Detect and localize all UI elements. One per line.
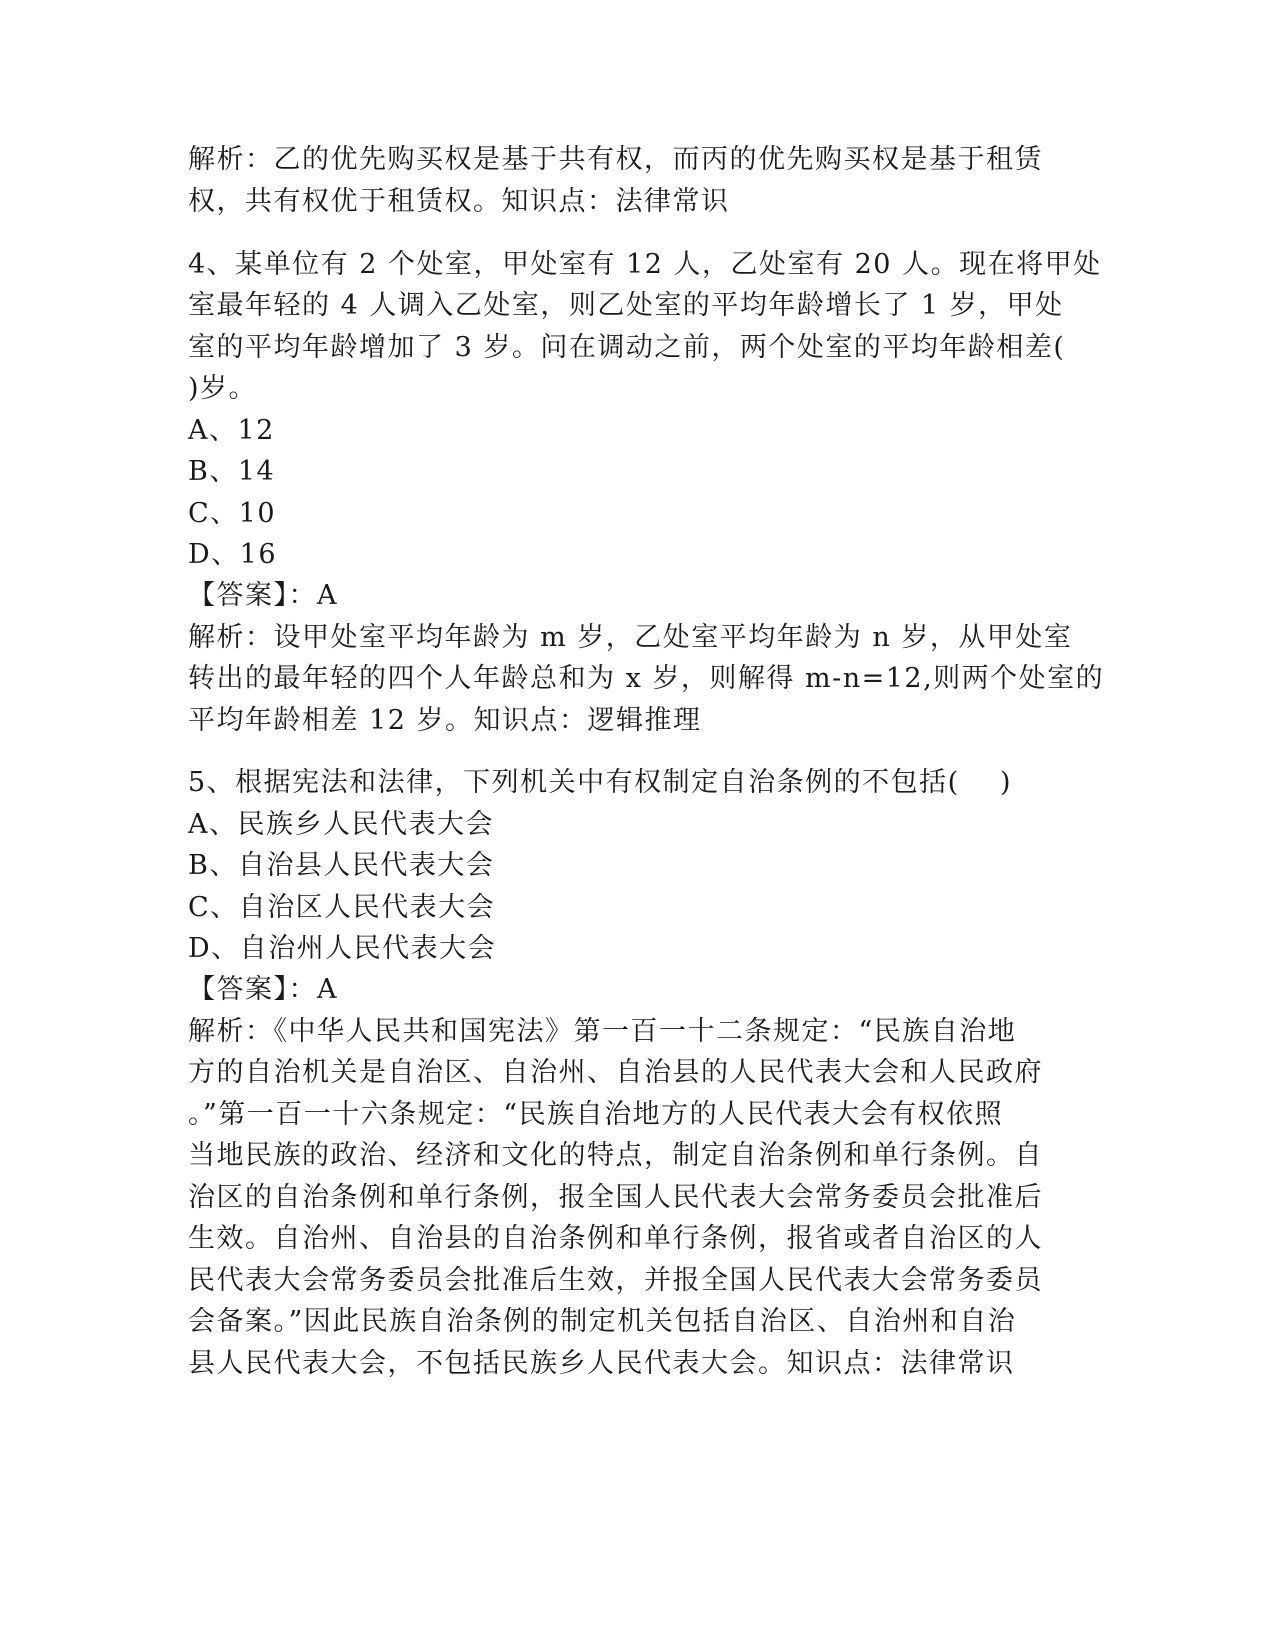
q5-analysis-line: 生效。自治州、自治县的自治条例和单行条例，报省或者自治区的人 [188, 1223, 1043, 1254]
q4-question-line: 室的平均年龄增加了 3 岁。问在调动之前，两个处室的平均年龄相差( [188, 332, 1066, 363]
q5-analysis-line: 方的自治机关是自治区、自治州、自治县的人民代表大会和人民政府 [188, 1057, 1043, 1088]
q3-analysis-line: 权，共有权优于租赁权。知识点：法律常识 [188, 186, 730, 217]
q5-option-d: D、自治州人民代表大会 [188, 933, 497, 964]
q4-option-a: A、12 [188, 415, 275, 446]
q4-question-line: )岁。 [188, 373, 258, 404]
q4-option-d: D、16 [188, 539, 278, 570]
q5-option-c: C、自治区人民代表大会 [188, 892, 496, 923]
q4-analysis-line: 平均年龄相差 12 岁。知识点：逻辑推理 [188, 705, 702, 736]
q4-answer: 【答案】：A [188, 580, 338, 611]
q5-analysis-line: 解析：《中华人民共和国宪法》第一百一十二条规定：“民族自治地 [188, 1016, 1017, 1047]
q3-analysis-line: 解析：乙的优先购买权是基于共有权，而丙的优先购买权是基于租赁 [188, 144, 1043, 175]
q5-analysis-line: 民代表大会常务委员会批准后生效，并报全国人民代表大会常务委员 [188, 1265, 1043, 1296]
q5-answer: 【答案】：A [188, 974, 338, 1005]
q4-option-c: C、10 [188, 498, 277, 529]
q5-analysis-line: 治区的自治条例和单行条例，报全国人民代表大会常务委员会批准后 [188, 1182, 1043, 1213]
q4-option-b: B、14 [188, 456, 276, 487]
q5-analysis-line: 当地民族的政治、经济和文化的特点，制定自治条例和单行条例。自 [188, 1140, 1043, 1171]
q4-analysis-line: 转出的最年轻的四个人年龄总和为 x 岁，则解得 m-n=12,则两个处室的 [188, 663, 1105, 694]
q4-question-line: 室最年轻的 4 人调入乙处室，则乙处室的平均年龄增长了 1 岁，甲处 [188, 290, 1064, 321]
q5-option-a: A、民族乡人民代表大会 [188, 809, 494, 840]
q5-option-b: B、自治县人民代表大会 [188, 850, 495, 881]
q4-analysis-line: 解析：设甲处室平均年龄为 m 岁，乙处室平均年龄为 n 岁，从甲处室 [188, 622, 1073, 653]
q4-question-line: 4、某单位有 2 个处室，甲处室有 12 人，乙处室有 20 人。现在将甲处 [188, 249, 1102, 280]
q5-analysis-line: 会备案。”因此民族自治条例的制定机关包括自治区、自治州和自治 [188, 1306, 1017, 1337]
q5-question-line: 5、根据宪法和法律，下列机关中有权制定自治条例的不包括( ) [188, 767, 1013, 798]
q5-analysis-line: 。”第一百一十六条规定：“民族自治地方的人民代表大会有权依照 [188, 1099, 1004, 1130]
q5-analysis-line: 县人民代表大会，不包括民族乡人民代表大会。知识点：法律常识 [188, 1348, 1015, 1379]
